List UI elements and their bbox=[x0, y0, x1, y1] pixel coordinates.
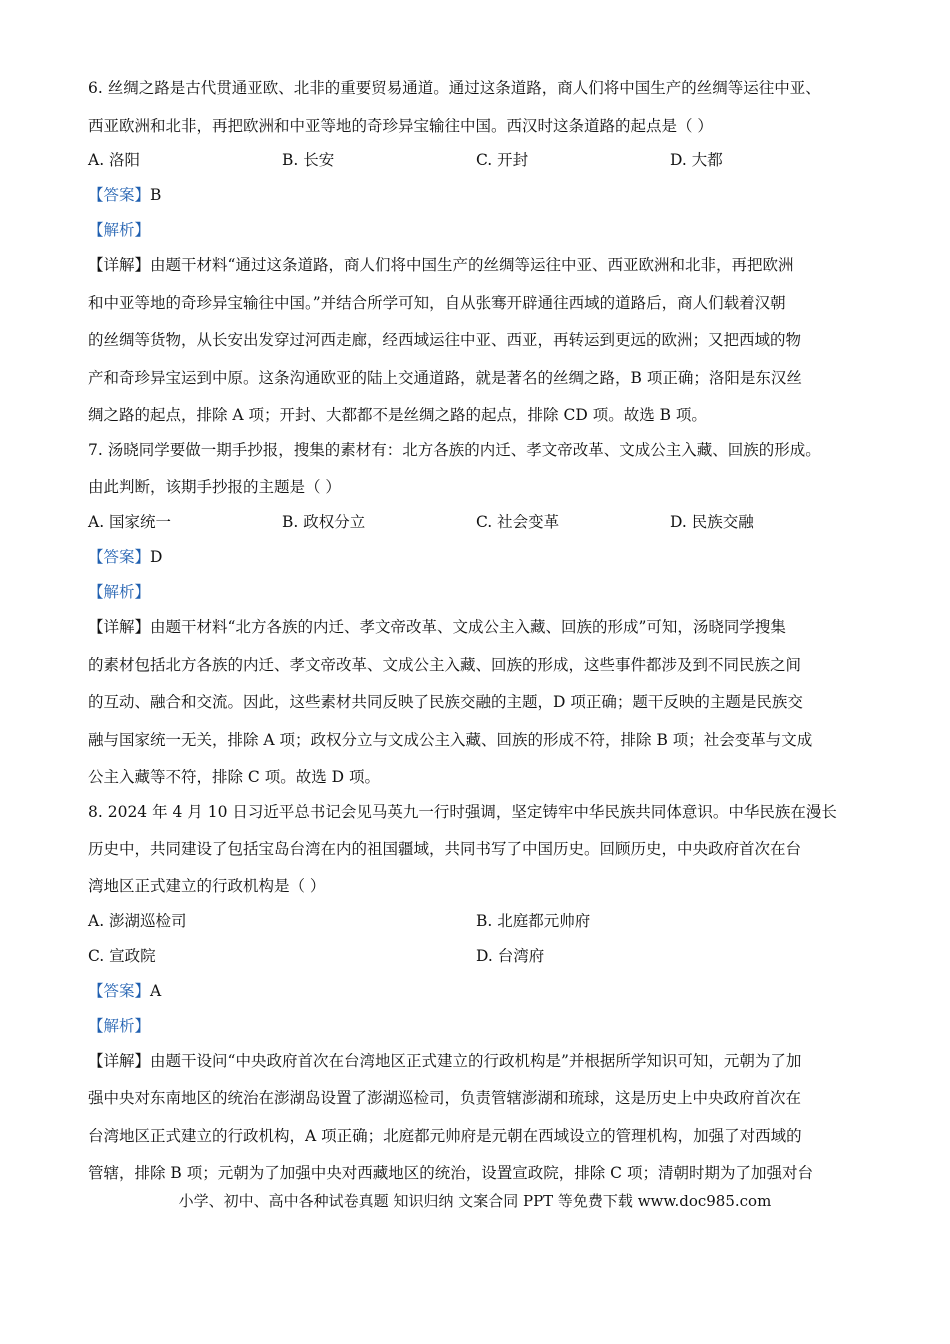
q8-detail-line-4: 管辖，排除 B 项；元朝为了加强中央对西藏地区的统治，设置宣政院，排除 C 项；清朝时期为了加强对台 bbox=[88, 1164, 813, 1182]
q6-detail-line-3: 的丝绸等货物，从长安出发穿过河西走廊，经西域运往中亚、西亚，再转运到更远的欧洲；又把西域的物 bbox=[88, 331, 802, 349]
q8-detail-line-1 bbox=[88, 1051, 888, 1071]
q8-answer bbox=[88, 981, 888, 1001]
q7-detail-line-5: 公主入藏等不符，排除 C 项。故选 D 项。 bbox=[88, 768, 380, 786]
q7-detail-line-3: 的互动、融合和交流。因此，这些素材共同反映了民族交融的主题，D 项正确；题干反映的主题是民族交 bbox=[88, 693, 803, 711]
answer-tag: 【答案】 bbox=[88, 982, 151, 1000]
q6-detail-line-4: 产和奇珍异宝运到中原。这条沟通欧亚的陆上交通道路，就是著名的丝绸之路，B 项正确；洛阳是东汉丝 bbox=[88, 369, 802, 387]
detail-text: 由题干材料“通过这条道路，商人们将中国生产的丝绸等运往中亚、西亚欧洲和北非，再把欧洲 bbox=[150, 256, 794, 274]
q8-stem-line-2: 历史中，共同建设了包括宝岛台湾在内的祖国疆域，共同书写了中国历史。回顾历史，中央政府首次在台 bbox=[88, 840, 802, 858]
detail-tag: 【详解】 bbox=[88, 618, 151, 636]
q6-option-c: C. 开封 bbox=[476, 151, 529, 169]
q8-analysis-tag bbox=[88, 1016, 888, 1036]
q7-option-a: A. 国家统一 bbox=[88, 513, 172, 531]
q8-option-a: A. 澎湖巡检司 bbox=[88, 912, 187, 930]
q8-option-b: B. 北庭都元帅府 bbox=[476, 912, 591, 930]
q7-stem-line-1: 7. 汤晓同学要做一期手抄报，搜集的素材有：北方各族的内迁、孝文帝改革、文成公主入藏、回族的形成。 bbox=[88, 441, 821, 459]
analysis-tag: 【解析】 bbox=[88, 221, 151, 239]
q7-option-c: C. 社会变革 bbox=[476, 513, 560, 531]
detail-text: 由题干设问“中央政府首次在台湾地区正式建立的行政机构是”并根据所学知识可知，元朝为了加 bbox=[150, 1052, 802, 1070]
answer-tag: 【答案】 bbox=[88, 548, 151, 566]
analysis-tag: 【解析】 bbox=[88, 583, 151, 601]
answer-tag: 【答案】 bbox=[88, 186, 151, 204]
q6-detail-line-1 bbox=[88, 255, 888, 275]
answer-value: D bbox=[150, 548, 163, 566]
q8-stem-line-3: 湾地区正式建立的行政机构是（ ） bbox=[88, 877, 326, 895]
q8-stem-line-1: 8. 2024 年 4 月 10 日习近平总书记会见马英九一行时强调，坚定铸牢中华民族共同体意识。中华民族在漫长 bbox=[88, 803, 837, 821]
q8-detail-line-2: 强中央对东南地区的统治在澎湖岛设置了澎湖巡检司，负责管辖澎湖和琉球，这是历史上中央政府首次在 bbox=[88, 1089, 802, 1107]
q7-option-b: B. 政权分立 bbox=[282, 513, 366, 531]
q7-analysis-tag bbox=[88, 582, 888, 602]
page-footer: 小学、初中、高中各种试卷真题 知识归纳 文案合同 PPT 等免费下载 www.doc985.com bbox=[178, 1192, 772, 1210]
answer-value: B bbox=[150, 186, 162, 204]
detail-tag: 【详解】 bbox=[88, 1052, 151, 1070]
q6-analysis-tag bbox=[88, 220, 888, 240]
q6-stem-line-1: 6. 丝绸之路是古代贯通亚欧、北非的重要贸易通道。通过这条道路，商人们将中国生产的丝绸等运往中亚、 bbox=[88, 79, 821, 97]
answer-value: A bbox=[150, 982, 162, 1000]
detail-tag: 【详解】 bbox=[88, 256, 151, 274]
q6-option-a: A. 洛阳 bbox=[88, 151, 141, 169]
q7-detail-line-1 bbox=[88, 617, 888, 637]
q6-option-b: B. 长安 bbox=[282, 151, 335, 169]
q7-answer bbox=[88, 547, 888, 567]
q8-option-d: D. 台湾府 bbox=[476, 947, 545, 965]
q6-stem-line-2: 西亚欧洲和北非，再把欧洲和中亚等地的奇珍异宝输往中国。西汉时这条道路的起点是（ ） bbox=[88, 117, 713, 135]
q7-detail-line-2: 的素材包括北方各族的内迁、孝文帝改革、文成公主入藏、回族的形成，这些事件都涉及到不同民族之间 bbox=[88, 656, 802, 674]
detail-text: 由题干材料“北方各族的内迁、孝文帝改革、文成公主入藏、回族的形成”可知，汤晓同学搜集 bbox=[150, 618, 786, 636]
q7-detail-line-4: 融与国家统一无关，排除 A 项；政权分立与文成公主入藏、回族的形成不符，排除 B 项；社会变革与文成 bbox=[88, 731, 813, 749]
q6-detail-line-5: 绸之路的起点，排除 A 项；开封、大都都不是丝绸之路的起点，排除 CD 项。故选 B 项。 bbox=[88, 406, 707, 424]
q7-option-d: D. 民族交融 bbox=[670, 513, 754, 531]
analysis-tag: 【解析】 bbox=[88, 1017, 151, 1035]
q8-detail-line-3: 台湾地区正式建立的行政机构，A 项正确；北庭都元帅府是元朝在西域设立的管理机构，加强了对西域的 bbox=[88, 1127, 802, 1145]
q6-detail-line-2: 和中亚等地的奇珍异宝输往中国。”并结合所学可知，自从张骞开辟通往西域的道路后，商人们载着汉朝 bbox=[88, 294, 786, 312]
q7-stem-line-2: 由此判断，该期手抄报的主题是（ ） bbox=[88, 478, 341, 496]
q6-option-d: D. 大都 bbox=[670, 151, 723, 169]
q8-option-c: C. 宣政院 bbox=[88, 947, 156, 965]
q6-answer bbox=[88, 185, 888, 205]
